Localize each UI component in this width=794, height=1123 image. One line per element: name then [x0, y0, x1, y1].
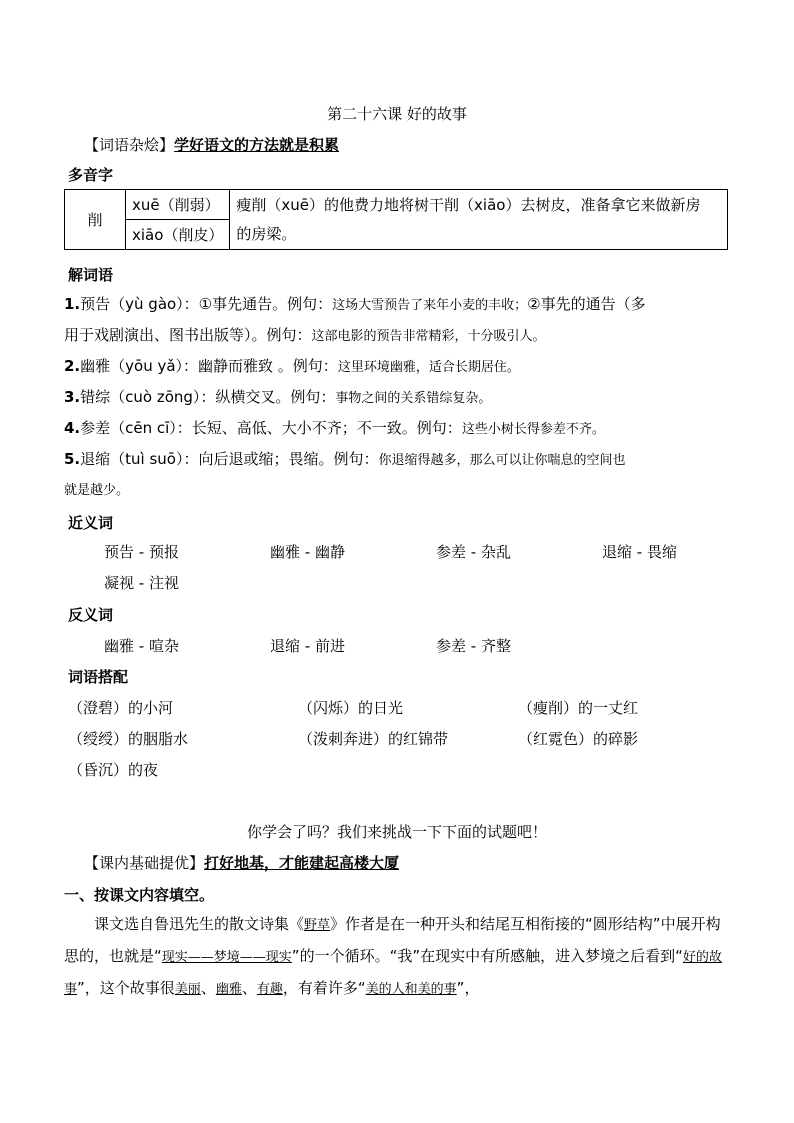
- sentence-line-1: 瘦削（xuē）的他费力地将树干削（xiāo）去树皮，准备拿它来做新房: [236, 195, 701, 214]
- section-header-basics: [84, 852, 399, 873]
- antonym-pair: 退缩 - 前进: [270, 637, 345, 655]
- reading-2: xiāo（削皮）: [126, 220, 230, 250]
- collocation-item: （泼刺奔进）的红锦带: [298, 730, 449, 748]
- polyphone-sentence: [230, 190, 728, 250]
- fill-blank: 幽雅: [215, 982, 242, 997]
- collocation-item: （瘦削）的一丈红: [518, 699, 639, 717]
- collocation-item: （昏沉）的夜: [68, 761, 159, 779]
- collocation-item: （红霓色）的碎影: [518, 730, 639, 748]
- collocation-item: （澄碧）的小河: [68, 699, 174, 717]
- fill-blank: 野草: [304, 918, 331, 933]
- antonyms-heading: 反义词: [68, 606, 114, 624]
- synonym-pair: 凝视 - 注视: [104, 574, 179, 592]
- page-title: 第二十六课 好的故事: [327, 105, 467, 123]
- section-slogan: 学好语文的方法就是积累: [174, 136, 340, 154]
- word-item-1-cont: 用于戏剧演出、图书出版等）。例句：这部电影的预告非常精彩，十分吸引人。: [64, 326, 546, 344]
- word-item-1: 1.预告（yù gào）：①事先通告。例句：这场大雪预告了来年小麦的丰收；②事先的通告（多: [64, 295, 646, 313]
- synonym-pair: 幽雅 - 幽静: [270, 543, 345, 561]
- polyphone-heading: 多音字: [68, 166, 114, 184]
- fill-blank: 美的人和美的事: [365, 982, 457, 997]
- fill-blank: 美丽: [174, 982, 201, 997]
- synonym-pair: 退缩 - 畏缩: [602, 543, 677, 561]
- word-item-3: 3.错综（cuò zōng）：纵横交叉。例句：事物之间的关系错综复杂。: [64, 388, 492, 406]
- fill-blank: 现实——梦境——现实: [161, 950, 292, 965]
- section-bracket: 【课内基础提优】: [84, 854, 205, 872]
- section-header-vocab: [84, 134, 339, 155]
- word-item-2: 2.幽雅（yōu yǎ）：幽静而雅致 。例句：这里环境幽雅，适合长期居住。: [64, 357, 520, 375]
- synonym-pair: 参差 - 杂乱: [436, 543, 511, 561]
- section-bracket: 【词语杂烩】: [84, 136, 175, 154]
- polyphone-table: [64, 189, 728, 250]
- fill-blank: 有趣: [256, 982, 283, 997]
- fill-blank: 好的故事: [64, 950, 722, 997]
- sentence-line-2: 的房梁。: [236, 224, 297, 243]
- collocation-item: （闪烁）的日光: [298, 699, 404, 717]
- collocation-item: （绶绶）的胭脂水: [68, 730, 189, 748]
- antonym-pair: 幽雅 - 喧杂: [104, 637, 179, 655]
- synonyms-heading: 近义词: [68, 514, 114, 532]
- question-1-paragraph: 课文选自鲁迅先生的散文诗集《野草》作者是在一种开头和结尾互相衔接的“圆形结构”中展开构思的，也就是“现实——梦境——现实”的一个循环。“我”在现实中有所感触，进入梦境之后看到“好的故事”，这个故事很美丽、幽雅、有趣，有着许多“美的人和美的事”，: [64, 915, 722, 997]
- question-1-heading: 一、按课文内容填空。: [64, 886, 215, 904]
- synonym-pair: 预告 - 预报: [104, 543, 179, 561]
- antonym-pair: 参差 - 齐整: [436, 637, 511, 655]
- reading-1: xuē（削弱）: [126, 190, 230, 220]
- section-slogan: 打好地基，才能建起高楼大厦: [204, 854, 400, 872]
- collocation-heading: 词语搭配: [68, 668, 129, 686]
- word-item-5-cont: 就是越少。: [64, 483, 130, 498]
- intro-line: 你学会了吗？我们来挑战一下下面的试题吧！: [246, 823, 547, 841]
- word-item-4: 4.参差（cēn cī）：长短、高低、大小不齐；不一致。例句：这些小树长得参差不齐。: [64, 419, 605, 437]
- words-heading: 解词语: [68, 266, 114, 284]
- word-item-5: 5.退缩（tuì suō）：向后退或缩；畏缩。例句：你退缩得越多，那么可以让你喘息的空间也: [64, 450, 626, 468]
- polyphone-char: 削: [65, 190, 126, 250]
